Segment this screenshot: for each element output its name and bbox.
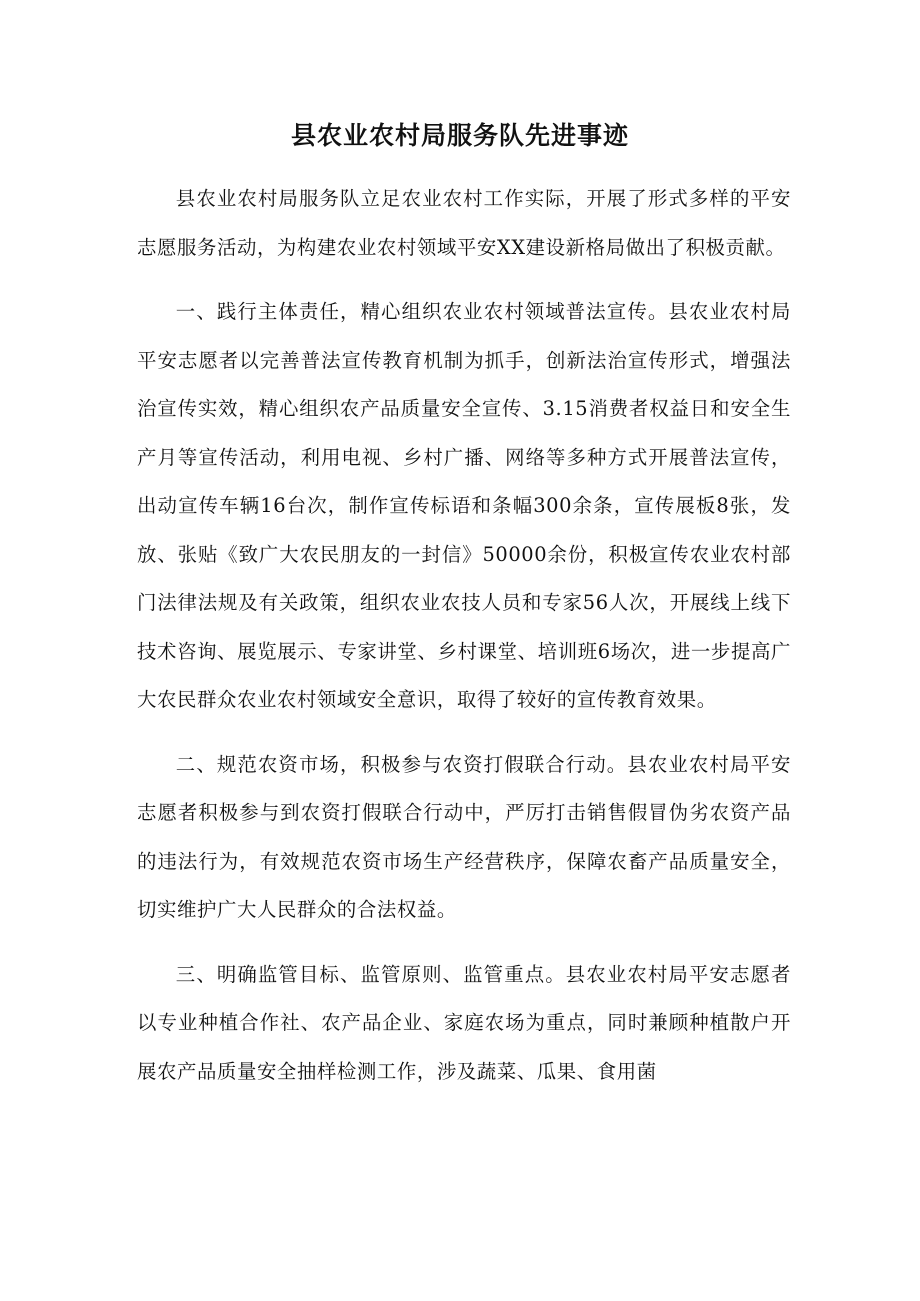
- paragraph-section-2: 二、规范农资市场，积极参与农资打假联合行动。县农业农村局平安志愿者积极参与到农资打假联合行动中，严厉打击销售假冒伪劣农资产品的违法行为，有效规范农资市场生产经营秩序，保障农畜产品质量安全，切实维护广大人民群众的合法权益。: [137, 752, 791, 921]
- document-title: 县农业农村局服务队先进事迹: [290, 121, 629, 150]
- paragraph-section-3: 三、明确监管目标、监管原则、监管重点。县农业农村局平安志愿者以专业种植合作社、农产品企业、家庭农场为重点，同时兼顾种植散户开展农产品质量安全抽样检测工作，涉及蔬菜、瓜果、食用菌: [137, 962, 791, 1083]
- paragraph-intro: 县农业农村局服务队立足农业农村工作实际，开展了形式多样的平安志愿服务活动，为构建农业农村领域平安XX建设新格局做出了积极贡献。: [137, 187, 791, 259]
- document-body: [137, 175, 791, 1096]
- paragraph-section-1: 一、践行主体责任，精心组织农业农村领域普法宣传。县农业农村局平安志愿者以完善普法宣传教育机制为抓手，创新法治宣传形式，增强法治宣传实效，精心组织农产品质量安全宣传、3.15消费者权益日和安全生产月等宣传活动，利用电视、乡村广播、网络等多种方式开展普法宣传，出动宣传车辆16台次，制作宣传标语和条幅300余条，宣传展板8张，发放、张贴《致广大农民朋友的一封信》50000余份，积极宣传农业农村部门法律法规及有关政策，组织农业农技人员和专家56人次，开展线上线下技术咨询、展览展示、专家讲堂、乡村课堂、培训班6场次，进一步提高广大农民群众农业农村领域安全意识，取得了较好的宣传教育效果。: [137, 300, 791, 711]
